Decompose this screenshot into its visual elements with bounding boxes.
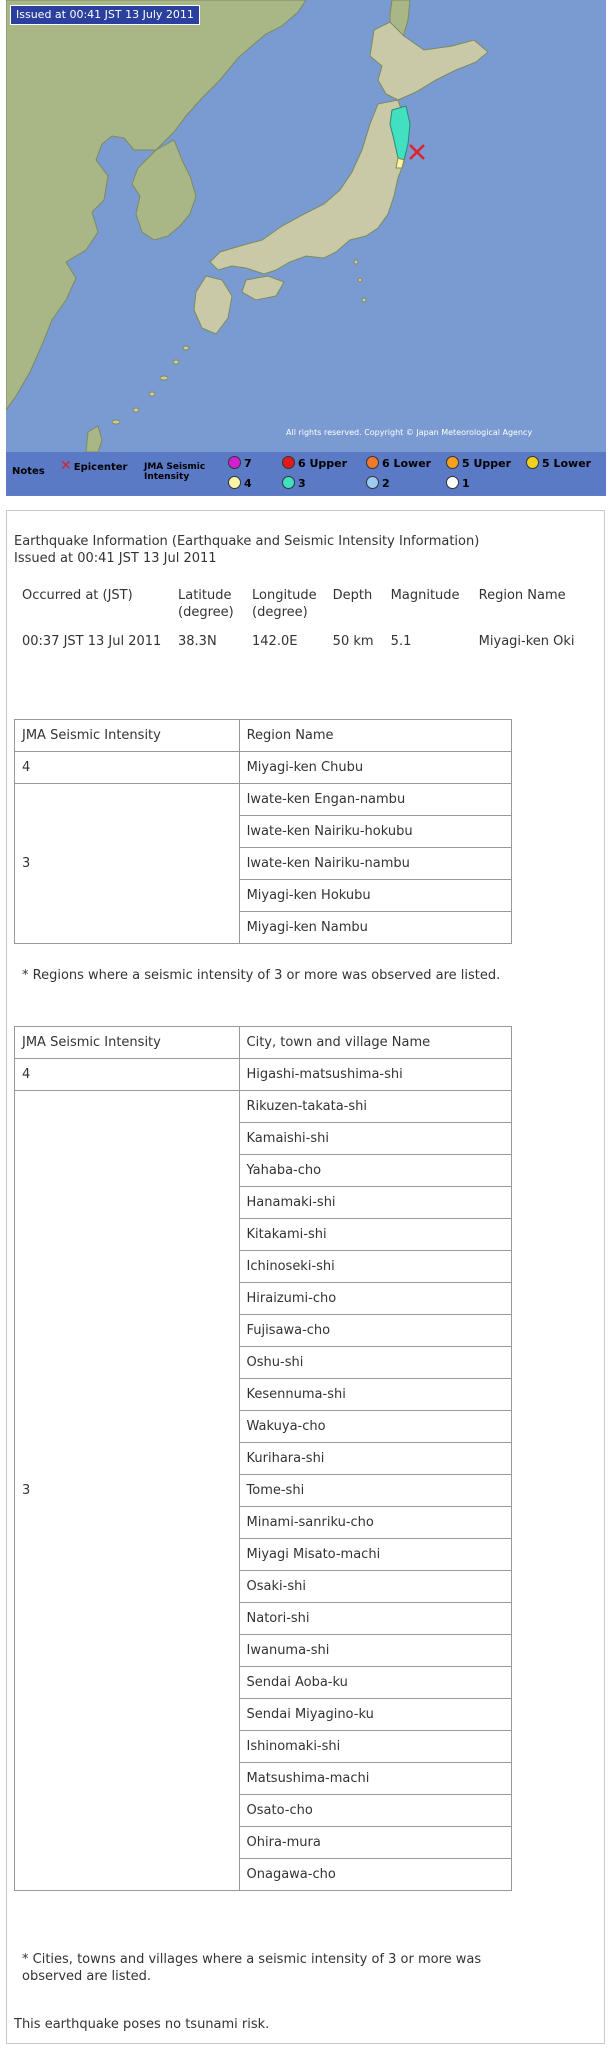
- summary-header: Latitude (degree): [178, 588, 234, 620]
- intensity-1-dot-icon: [446, 476, 459, 489]
- city-name-cell: Kesennuma-shi: [239, 1379, 511, 1411]
- epicenter-icon: ✕: [60, 458, 72, 474]
- regions-note: * Regions where a seismic intensity of 3 or more was observed are listed.: [22, 968, 501, 983]
- intensity-5-upper-dot-icon: [446, 456, 459, 469]
- legend-item-1: [446, 476, 470, 490]
- info-title: Earthquake Information (Earthquake and Seismic Intensity Information): [14, 534, 480, 549]
- summary-header: Longitude (degree): [252, 588, 317, 620]
- legend-item-7: [228, 456, 252, 470]
- legend-item-5-upper: [446, 456, 511, 470]
- table-row: [15, 752, 512, 784]
- city-name-cell: Fujisawa-cho: [239, 1315, 511, 1347]
- summary-header: Magnitude: [390, 588, 460, 603]
- legend-item-label: 5 Upper: [462, 457, 512, 470]
- issued-badge: Issued at 00:41 JST 13 July 2011: [10, 5, 200, 25]
- map-graphic: [6, 0, 606, 452]
- summary-header: Occurred at (JST): [22, 588, 133, 603]
- regions-header: Region Name: [239, 720, 511, 752]
- city-name-cell: Natori-shi: [239, 1603, 511, 1635]
- intensity-4-dot-icon: [228, 476, 241, 489]
- cities-header: JMA Seismic Intensity: [15, 1027, 240, 1059]
- region-name-cell: Iwate-ken Engan-nambu: [239, 784, 511, 816]
- intensity-cell: 4: [15, 1059, 240, 1091]
- summary-value: 38.3N: [178, 634, 217, 649]
- region-name-cell: Miyagi-ken Chubu: [239, 752, 511, 784]
- intensity-map: [6, 0, 606, 496]
- city-name-cell: Miyagi Misato-machi: [239, 1539, 511, 1571]
- info-issued: Issued at 00:41 JST 13 Jul 2011: [14, 551, 217, 566]
- city-name-cell: Minami-sanriku-cho: [239, 1507, 511, 1539]
- summary-header: Depth: [332, 588, 373, 603]
- city-name-cell: Ohira-mura: [239, 1827, 511, 1859]
- region-name-cell: Iwate-ken Nairiku-hokubu: [239, 816, 511, 848]
- legend-item-4: [228, 476, 252, 490]
- legend-item-label: 5 Lower: [542, 457, 592, 470]
- map-legend: [6, 452, 606, 495]
- city-name-cell: Tome-shi: [239, 1475, 511, 1507]
- cities-note: * Cities, towns and villages where a seismic intensity of 3 or more was observed are listed.: [22, 1952, 482, 1984]
- intensity-5-lower-dot-icon: [526, 456, 539, 469]
- city-name-cell: Kitakami-shi: [239, 1219, 511, 1251]
- cities-header-row: [15, 1027, 512, 1059]
- city-name-cell: Wakuya-cho: [239, 1411, 511, 1443]
- legend-epicenter-label: Epicenter: [73, 462, 128, 473]
- copyright-text: All rights reserved. Copyright © Japan Meteorological Agency: [286, 428, 533, 437]
- legend-item-label: 3: [298, 477, 306, 490]
- region-name-cell: Miyagi-ken Hokubu: [239, 880, 511, 912]
- tsunami-message: This earthquake poses no tsunami risk.: [14, 2017, 270, 2032]
- legend-item-label: 6 Lower: [382, 457, 432, 470]
- regions-header: JMA Seismic Intensity: [15, 720, 240, 752]
- intensity-2-dot-icon: [366, 476, 379, 489]
- city-name-cell: Hanamaki-shi: [239, 1187, 511, 1219]
- table-row: [15, 784, 512, 816]
- summary-value: 00:37 JST 13 Jul 2011: [22, 634, 162, 649]
- legend-epicenter: [60, 458, 127, 474]
- city-name-cell: Osaki-shi: [239, 1571, 511, 1603]
- intensity-6-upper-dot-icon: [282, 456, 295, 469]
- summary-table: [14, 581, 587, 656]
- summary-value: 142.0E: [252, 634, 298, 649]
- regions-table: [14, 719, 512, 944]
- summary-value-row: [14, 627, 587, 656]
- legend-item-2: [366, 476, 390, 490]
- summary-header-row: [14, 581, 587, 627]
- legend-item-label: 4: [244, 477, 252, 490]
- city-name-cell: Kamaishi-shi: [239, 1123, 511, 1155]
- intensity-6-lower-dot-icon: [366, 456, 379, 469]
- cities-header: City, town and village Name: [239, 1027, 511, 1059]
- legend-item-label: 6 Upper: [298, 457, 348, 470]
- legend-item-label: 2: [382, 477, 390, 490]
- summary-value: 50 km: [332, 634, 374, 649]
- legend-item-label: 7: [244, 457, 252, 470]
- table-row: [15, 1059, 512, 1091]
- city-name-cell: Matsushima-machi: [239, 1763, 511, 1795]
- intensity-cell: 3: [15, 784, 240, 944]
- city-name-cell: Kurihara-shi: [239, 1443, 511, 1475]
- city-name-cell: Osato-cho: [239, 1795, 511, 1827]
- city-name-cell: Sendai Miyagino-ku: [239, 1699, 511, 1731]
- legend-notes-label: Notes: [12, 466, 45, 477]
- summary-value: Miyagi-ken Oki: [478, 634, 575, 649]
- summary-value: 5.1: [390, 634, 412, 649]
- cities-table: [14, 1026, 512, 1891]
- region-name-cell: Miyagi-ken Nambu: [239, 912, 511, 944]
- city-name-cell: Higashi-matsushima-shi: [239, 1059, 511, 1091]
- city-name-cell: Ichinoseki-shi: [239, 1251, 511, 1283]
- table-row: [15, 1091, 512, 1123]
- legend-item-label: 1: [462, 477, 470, 490]
- intensity-7-dot-icon: [228, 456, 241, 469]
- city-name-cell: Hiraizumi-cho: [239, 1283, 511, 1315]
- city-name-cell: Onagawa-cho: [239, 1859, 511, 1891]
- city-name-cell: Rikuzen-takata-shi: [239, 1091, 511, 1123]
- region-name-cell: Iwate-ken Nairiku-nambu: [239, 848, 511, 880]
- legend-item-6-upper: [282, 456, 347, 470]
- intensity-4-area: [396, 158, 404, 168]
- regions-header-row: [15, 720, 512, 752]
- city-name-cell: Iwanuma-shi: [239, 1635, 511, 1667]
- intensity-cell: 3: [15, 1091, 240, 1891]
- earthquake-info-panel: [6, 510, 605, 2044]
- city-name-cell: Ishinomaki-shi: [239, 1731, 511, 1763]
- legend-item-5-lower: [526, 456, 591, 470]
- legend-item-6-lower: [366, 456, 431, 470]
- city-name-cell: Sendai Aoba-ku: [239, 1667, 511, 1699]
- legend-jma-label: JMA Seismic Intensity: [144, 462, 206, 482]
- summary-header: Region Name: [478, 588, 566, 603]
- intensity-cell: 4: [15, 752, 240, 784]
- legend-item-3: [282, 476, 306, 490]
- city-name-cell: Oshu-shi: [239, 1347, 511, 1379]
- city-name-cell: Yahaba-cho: [239, 1155, 511, 1187]
- intensity-3-dot-icon: [282, 476, 295, 489]
